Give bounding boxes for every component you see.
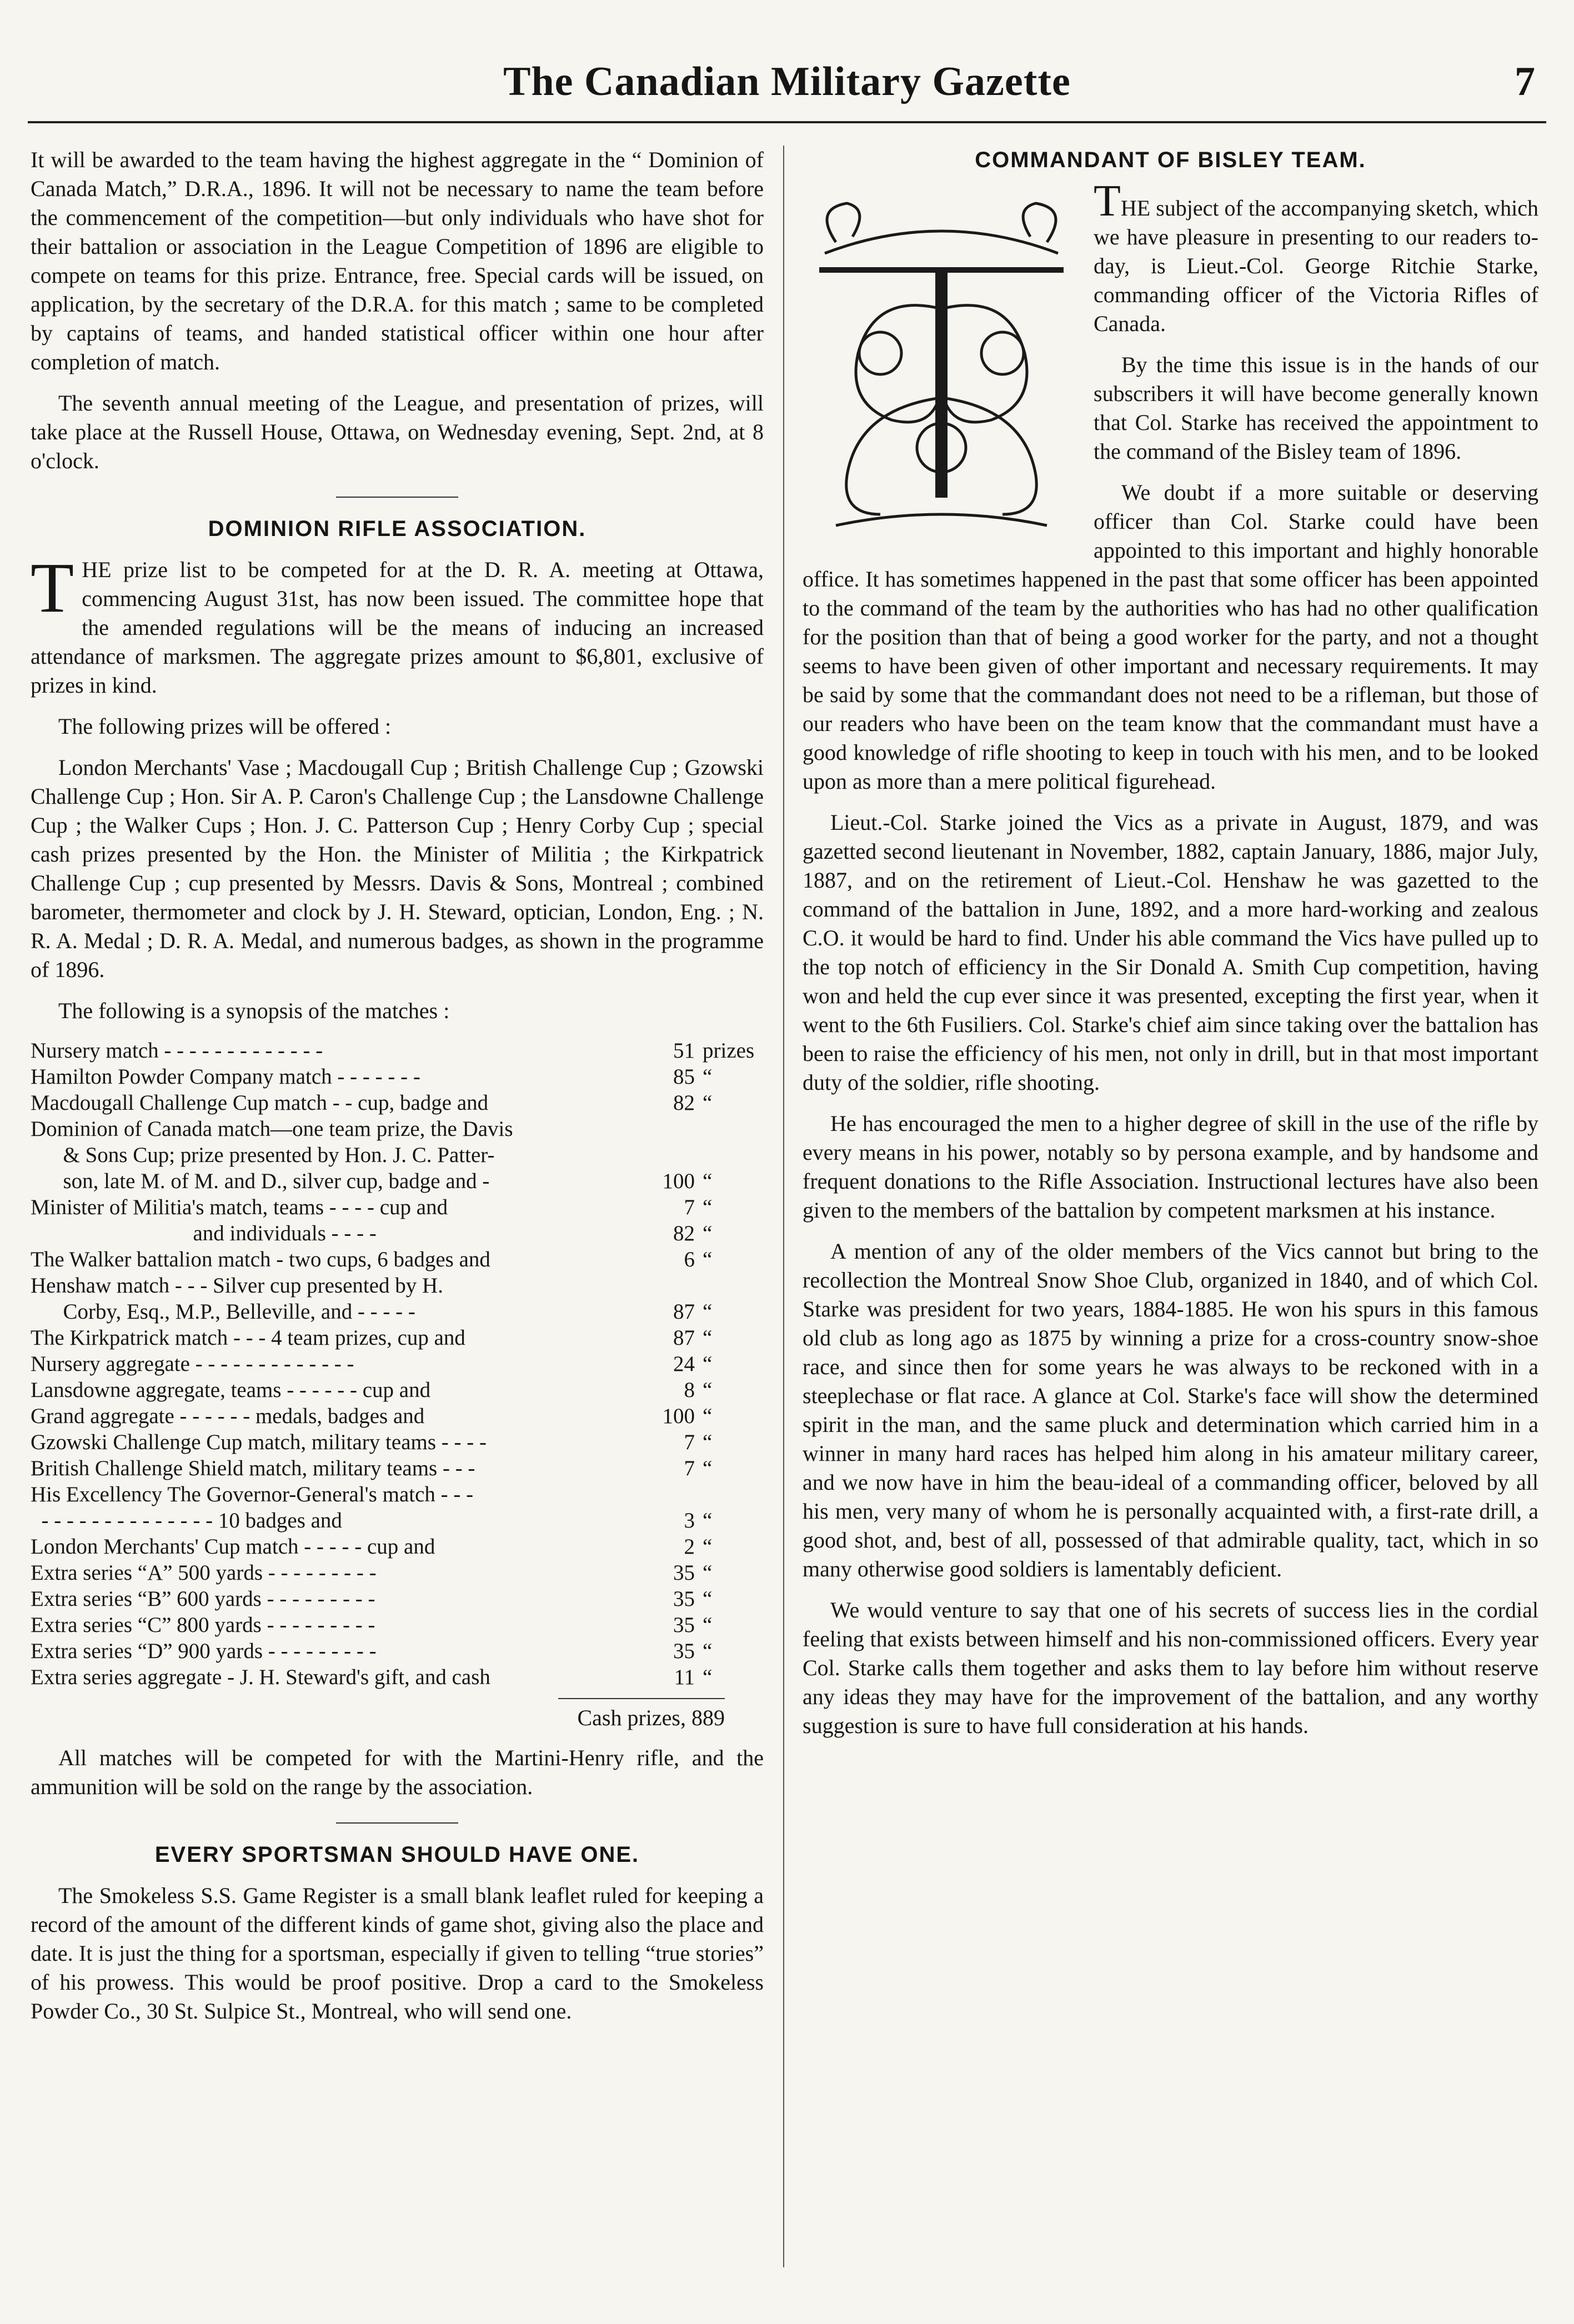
prize-row [31,1507,764,1534]
prize-count: 2 [684,1535,695,1559]
prize-row [31,1299,764,1325]
prize-row [31,1377,764,1403]
prize-unit: “ [703,1535,713,1559]
prize-row [31,1455,764,1481]
prize-count: 7 [684,1195,695,1219]
prize-row [31,1534,764,1560]
ornament-arch [825,231,1058,253]
prize-count: 8 [684,1378,695,1402]
prize-row [31,1403,764,1429]
prize-match-label: and individuals - - - - [31,1221,377,1245]
prize-row [31,1038,764,1064]
prize-row [31,1116,764,1142]
newspaper-title: The Canadian Military Gazette [503,59,1071,104]
prize-row [31,1168,764,1194]
ornament-right-scroll [1023,203,1056,242]
league-paragraph: It will be awarded to the team having the highest aggregate in the “ Dominion of Canada Match,” D.R.A., 1896. It will not be necessary to name the team before the commencement of the competition—but only individuals who have shot for their battalion or association in the League Competition of 1896 are eligible to compete on teams for this prize. Entrance, free. Special cards will be issued, on application, by the secretary of the D.R.A. for this match ; same to be completed by captains of teams, and handed statistical officer within one hour after completion of match. [31,147,764,374]
prize-match-label: Nursery match - - - - - - - - - - - - - [31,1039,323,1063]
prize-unit: “ [703,1665,713,1689]
prize-count: 100 [662,1169,695,1193]
bisley-intro-text: HE subject of the accompanying sketch, which we have pleasure in presenting to our readers to-day, is Lieut.-Col. George Ritchie Starke, commanding officer of the Victoria Rifles of Canada. [1094,196,1538,336]
prize-row [31,1246,764,1273]
prize-count: 51 [673,1039,695,1063]
prize-match-label: Extra series “D” 900 yards - - - - - - - - - [31,1639,377,1663]
prize-match-label: Extra series “C” 800 yards - - - - - - - - - [31,1613,375,1637]
prize-count: 87 [673,1326,695,1350]
prize-match-label: Gzowski Challenge Cup match, military teams - - - - [31,1430,487,1454]
prize-match-label: Henshaw match - - - Silver cup presented by H. [31,1274,443,1298]
prize-unit: “ [703,1195,713,1219]
prize-row [31,1560,764,1586]
prize-count: 87 [673,1300,695,1324]
bisley-success-paragraph: We would venture to say that one of his secrets of success lies in the cordial feeling that exists between himself and his non-commissioned officers. Every year Col. Starke calls them together and asks them to lay before him without reserve any ideas they may have for the improvement of the battalion, and any worthy suggestion is sure to have full consideration at his hands. [803,1597,1538,1738]
prize-unit: “ [703,1169,713,1193]
prize-row [31,1481,764,1507]
prize-row [31,1638,764,1664]
prize-row [31,1064,764,1090]
ornamental-initial-t-image [803,187,1080,548]
prize-row [31,1090,764,1116]
prize-count: 100 [662,1404,695,1428]
prize-count: 35 [673,1587,695,1611]
prize-unit: “ [703,1300,713,1324]
section-rule [336,497,458,498]
dra-synopsis-lead: The following is a synopsis of the matches : [58,998,450,1023]
dra-dropcap: T [31,548,74,627]
prize-unit: “ [703,1065,713,1089]
prize-unit: “ [703,1509,713,1532]
bisley-heading: COMMANDANT OF BISLEY TEAM. [975,148,1366,172]
prize-count: 82 [673,1221,695,1245]
prize-unit: “ [703,1587,713,1611]
prize-match-label: The Kirkpatrick match - - - 4 team prizes, cup and [31,1326,465,1350]
bisley-suitability-paragraph: We doubt if a more suitable or deserving officer than Col. Starke could have been appointed to this important and highly honorable office. It has sometimes happened in the past that some officer has been appointed to the command of the team by the authorities who has had no other qualification for the position than that of being a good worker for the party, and not a thought seems to have been given of other important and necessary requirements. It may be said by some that the commandant does not need to be a rifleman, but those of our readers who have been on the team know that the commandant must have a good knowledge of rifle shooting to keep in touch with his men, and to be looked upon as more than a mere political figurehead. [803,480,1538,794]
prize-row [31,1220,764,1246]
ornament-left-scroll [827,203,860,242]
prize-match-label: His Excellency The Governor-General's match - - - [31,1482,474,1506]
sportsman-paragraph: The Smokeless S.S. Game Register is a small blank leaflet ruled for keeping a record of the amount of the different kinds of game shot, giving also the place and date. It is just the thing for a sportsman, especially if given to telling “true stories” of his prowess. This would be proof positive. Drop a card to the Smokeless Powder Co., 30 St. Sulpice St., Montreal, who will send one. [31,1883,764,2024]
prize-match-label: London Merchants' Cup match - - - - - cup and [31,1535,435,1559]
bisley-snowshoe-paragraph: A mention of any of the older members of the Vics cannot but bring to the recollection the Montreal Snow Shoe Club, organized in 1840, and of which Col. Starke was president for two years, 1884-1885. He won his spurs in this famous old club as long ago as 1875 by winning a prize for a cross-country snow-shoe race, and since then for some years he was always to be reckoned with in a steeplechase or flat race. A glance at Col. Starke's face will show the determined spirit in the man, and the same pluck and determination which carried him in a winner in many hard races has helped him along in his amateur military career, and we now have in him the beau-ideal of a commanding officer, beloved by all his men, very many of whom he is personally acquainted with, a first-rate drill, a good shot, and, best of all, possessed of that admirable quality, tact, which in so many otherwise good soldiers is lamentably deficient. [803,1239,1538,1581]
prize-match-label: Extra series “B” 600 yards - - - - - - - - - [31,1587,375,1611]
prize-match-label: - - - - - - - - - - - - - - 10 badges and [31,1509,342,1532]
prize-match-label: Nursery aggregate - - - - - - - - - - - - - [31,1352,354,1376]
prize-match-label: The Walker battalion match - two cups, 6 badges and [31,1248,490,1271]
left-column [31,146,764,2038]
dra-intro-text: HE prize list to be competed for at the D. R. A. meeting at Ottawa, commencing August 31st, has now been issued. The committee hope that the amended regulations will be the means of inducing an increased attendance of marksmen. The aggregate prizes amount to $6,801, exclusive of prizes in kind. [31,557,764,698]
prize-match-label: Lansdowne aggregate, teams - - - - - - cup and [31,1378,431,1402]
prize-unit: prizes [703,1039,755,1063]
prize-count: 85 [673,1065,695,1089]
prize-row [31,1612,764,1638]
page-number: 7 [1515,59,1535,104]
prize-row [31,1194,764,1220]
masthead [0,58,1574,114]
prize-match-label: Extra series “A” 500 yards - - - - - - - - - [31,1561,377,1585]
bisley-career-paragraph: Lieut.-Col. Starke joined the Vics as a private in August, 1879, and was gazetted second lieutenant in November, 1882, captain January, 1886, major July, 1887, and on the retirement of Lieut.-Col. Henshaw he was gazetted to the command of the battalion in June, 1892, and a more hard-working and zealous C.O. it would be hard to find. Under his able command the Vics have pulled up to the top notch of efficiency in the Sir Donald A. Smith Cup competition, having won and held the cup ever since it was presented, excepting the first year, when it went to the 6th Fusiliers. Col. Starke's chief aim since taking over the battalion has been to raise the efficiency of his men, not only in drill, but in that most important duty of the soldier, rifle shooting. [803,810,1538,1095]
prize-match-label: Hamilton Powder Company match - - - - - - - [31,1065,420,1089]
prize-unit: “ [703,1248,713,1271]
cash-prizes-total: Cash prizes, 889 [558,1698,725,1732]
prize-unit: “ [703,1639,713,1663]
prize-row [31,1429,764,1455]
prize-match-label: Grand aggregate - - - - - - medals, badges and [31,1404,425,1428]
dra-prizes-paragraph: London Merchants' Vase ; Macdougall Cup ; British Challenge Cup ; Gzowski Challenge Cup ; Hon. Sir A. P. Caron's Challenge Cup ; the Lansdowne Challenge Cup ; the Walker Cups ; Hon. J. C. Patterson Cup ; Henry Corby Cup ; special cash prizes presented by the Hon. the Minister of Militia ; the Kirkpatrick Challenge Cup ; cup presented by Messrs. Davis & Sons, Montreal ; combined barometer, thermometer and clock by J. H. Steward, optician, London, Eng. ; N. R. A. Medal ; D. R. A. Medal, and numerous badges, as shown in the programme of 1896. [31,755,764,982]
prize-match-label: & Sons Cup; prize presented by Hon. J. C. Patter- [31,1143,495,1167]
section-rule [336,1822,458,1824]
dra-intro-paragraph [31,548,764,700]
ornament-flower-right [981,332,1024,374]
prize-unit: “ [703,1456,713,1480]
prize-count: 35 [673,1639,695,1663]
prize-match-label: Macdougall Challenge Cup match - - cup, badge and [31,1091,489,1115]
prize-count: 7 [684,1430,695,1454]
right-column [803,146,1538,1752]
prize-count: 6 [684,1248,695,1271]
ornamental-initial-illustration [803,187,1080,548]
prize-unit: “ [703,1613,713,1637]
prize-unit: “ [703,1326,713,1350]
ornament-base [836,514,1047,525]
prize-match-label: Minister of Militia's match, teams - - - - cup and [31,1195,448,1219]
dra-heading: DOMINION RIFLE ASSOCIATION. [208,517,587,541]
prize-match-label: British Challenge Shield match, military teams - - - [31,1456,475,1480]
prize-count: 7 [684,1456,695,1480]
prize-synopsis-table [31,1038,764,1690]
prize-unit: “ [703,1404,713,1428]
prize-match-label: son, late M. of M. and D., silver cup, badge and - [31,1169,490,1193]
ornament-flower-left [859,332,901,374]
league-meeting-paragraph: The seventh annual meeting of the League, and presentation of prizes, will take place at the Russell House, Ottawa, on Wednesday evening, Sept. 2nd, at 8 o'clock. [31,390,764,473]
prize-row [31,1351,764,1377]
prize-count: 35 [673,1561,695,1585]
prize-match-label: Corby, Esq., M.P., Belleville, and - - - - - [31,1300,415,1324]
header-rule [28,121,1546,123]
prize-unit: “ [703,1091,713,1115]
prize-row [31,1325,764,1351]
prize-count: 24 [673,1352,695,1376]
prize-unit: “ [703,1221,713,1245]
prize-row [31,1142,764,1168]
dra-closing-paragraph: All matches will be competed for with the Martini-Henry rifle, and the ammunition will be sold on the range by the association. [31,1745,764,1799]
prize-unit: “ [703,1352,713,1376]
prize-count: 82 [673,1091,695,1115]
prize-row [31,1273,764,1299]
prize-count: 35 [673,1613,695,1637]
column-divider [783,146,784,2267]
prize-unit: “ [703,1430,713,1454]
prize-row [31,1586,764,1612]
prize-match-label: Extra series aggregate - J. H. Steward's gift, and cash [31,1665,490,1689]
bisley-dropcap: T [1094,177,1121,226]
prize-row [31,1664,764,1690]
sportsman-heading: EVERY SPORTSMAN SHOULD HAVE ONE. [154,1842,640,1867]
prize-match-label: Dominion of Canada match—one team prize, the Davis [31,1117,513,1141]
prize-unit: “ [703,1561,713,1585]
prize-count: 3 [684,1509,695,1532]
dra-prizes-lead: The following prizes will be offered : [58,714,392,739]
bisley-appointment-paragraph: By the time this issue is in the hands of our subscribers it will have become generally known that Col. Starke has received the appointment to the command of the Bisley team of 1896. [1094,352,1538,464]
bisley-encouragement-paragraph: He has encouraged the men to a higher degree of skill in the use of the rifle by every means in his power, notably so by persona example, and by handsome and frequent donations to the Rifle Association. Instructional lectures have also been given to the members of the battalion by competent marksmen at his instance. [803,1111,1538,1223]
prize-count: 11 [674,1665,695,1689]
prize-unit: “ [703,1378,713,1402]
